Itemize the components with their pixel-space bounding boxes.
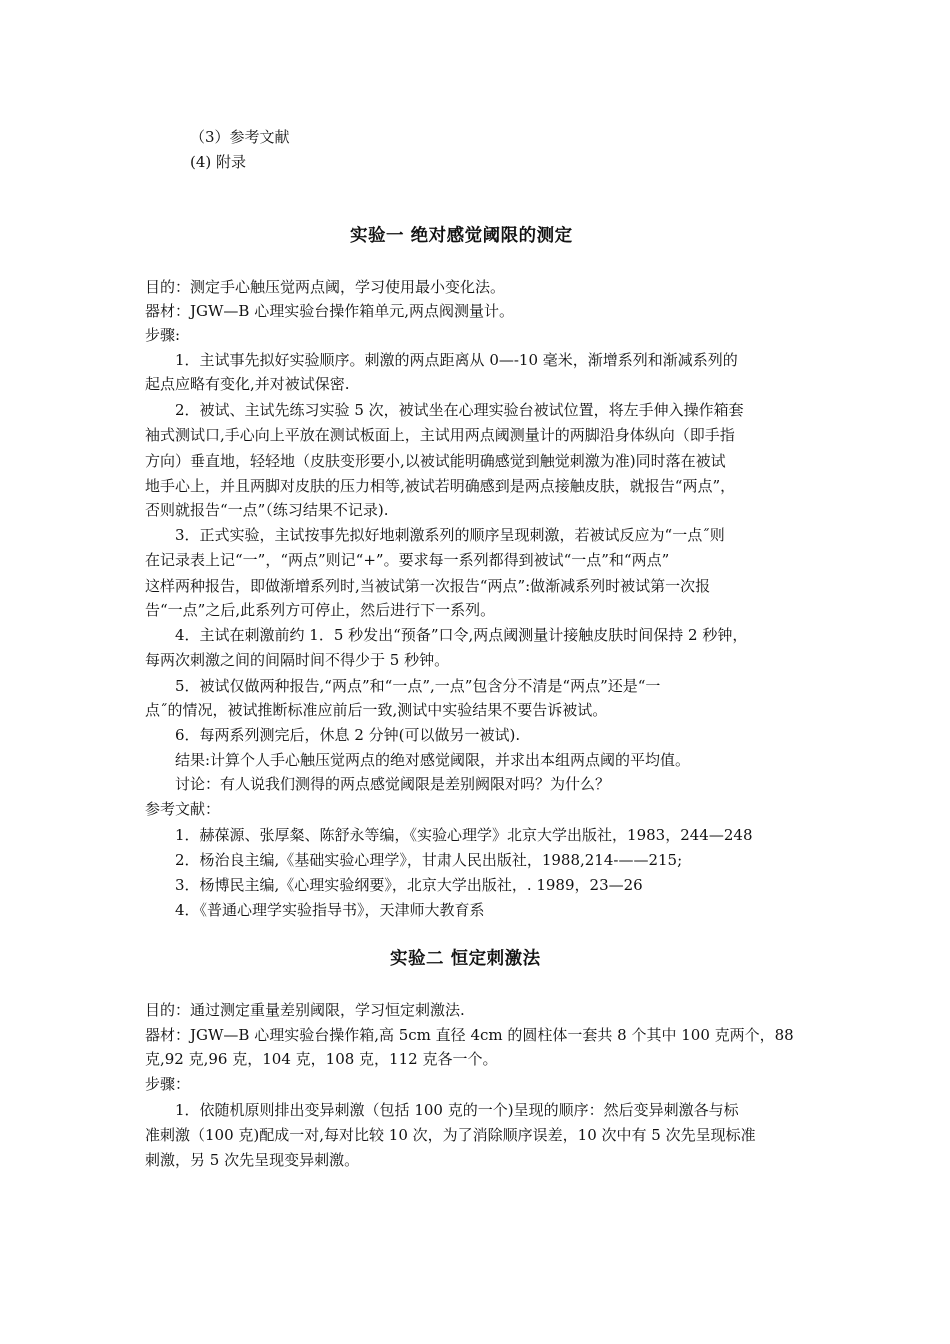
outline-item-appendix: (4) 附录 xyxy=(190,153,247,171)
exp1-line: 告“一点”之后,此系列方可停止，然后进行下一系列。 xyxy=(145,601,496,619)
outline-item-references: （3）参考文献 xyxy=(190,128,290,146)
experiment1-steps-label: 步骤: xyxy=(145,326,181,344)
exp1-line: 点˝的情况，被试推断标准应前后一致,测试中实验结果不要告诉被试。 xyxy=(145,701,608,719)
exp1-references-label: 参考文献： xyxy=(145,800,221,818)
experiment1-purpose: 目的：测定手心触压觉两点阈，学习使用最小变化法。 xyxy=(145,278,506,296)
exp2-line: 刺激，另 5 次先呈现变异刺激。 xyxy=(145,1151,360,1169)
exp2-line: 1．依随机原则排出变异刺激（包括 100 克的一个)呈现的顺序：然后变异刺激各与标 xyxy=(175,1101,739,1119)
experiment2-title: 实验二 恒定刺激法 xyxy=(390,949,541,969)
exp1-result: 结果:计算个人手心触压觉两点的绝对感觉阈限，并求出本组两点阈的平均值。 xyxy=(175,751,691,769)
exp1-reference: 3．杨博民主编,《心理实验纲要》，北京大学出版社，. 1989，23—26 xyxy=(175,876,643,894)
exp1-line: 3．正式实验，主试按事先拟好地刺激系列的顺序呈现刺激，若被试反应为“一点˝则 xyxy=(175,526,725,544)
exp1-reference: 2．杨治良主编,《基础实验心理学》，甘肃人民出版社，1988,214-——215; xyxy=(175,851,683,869)
exp1-line: 地手心上，并且两脚对皮肤的压力相等,被试若明确感到是两点接触皮肤，就报告“两点”， xyxy=(145,477,736,495)
exp1-line: 6．每两系列测完后，休息 2 分钟(可以做另一被试). xyxy=(175,726,521,744)
exp1-line: 4．主试在刺激前约 1．5 秒发出“预备”口令,两点阈测量计接触皮肤时间保持 2 秒钟， xyxy=(175,626,748,644)
exp1-line: 1．主试事先拟好实验顺序。刺激的两点距离从 0—-10 毫米，渐增系列和渐减系列的 xyxy=(175,351,738,369)
exp1-reference: 1．赫葆源、张厚粲、陈舒永等编，《实验心理学》北京大学出版社，1983，244—248 xyxy=(175,826,753,844)
experiment1-equipment: 器材：JGW—B 心理实验台操作箱单元,两点阀测量计。 xyxy=(145,302,514,320)
exp1-line: 这样两种报告，即做渐增系列时,当被试第一次报告“两点”:做渐减系列时被试第一次报 xyxy=(145,577,711,595)
exp1-discussion: 讨论：有人说我们测得的两点感觉阈限是差别阙限对吗？为什么？ xyxy=(175,775,611,793)
experiment1-title: 实验一 绝对感觉阈限的测定 xyxy=(350,226,573,246)
exp1-line: 否则就报告“一点”（练习结果不记录). xyxy=(145,501,389,519)
exp1-line: 每两次刺激之间的间隔时间不得少于 5 秒钟。 xyxy=(145,651,450,669)
experiment2-purpose: 目的：通过测定重量差别阈限，学习恒定刺激法. xyxy=(145,1001,465,1019)
experiment2-equipment: 器材：JGW—B 心理实验台操作箱,高 5cm 直径 4cm 的圆柱体一套共 8 个其中 100 克两个，88 xyxy=(145,1026,794,1044)
exp1-line: 袖式测试口,手心向上平放在测试板面上，主试用两点阈测量计的两脚沿身体纵向（即手指 xyxy=(145,426,735,444)
exp1-line: 5．被试仅做两种报告,“两点”和“一点”,一点”包含分不清是“两点”还是“一 xyxy=(175,677,661,695)
exp1-line: 方向）垂直地，轻轻地（皮肤变形要小,以被试能明确感觉到触觉刺激为准)同时落在被试 xyxy=(145,452,726,470)
exp1-reference: 4．《普通心理学实验指导书》，天津师大教育系 xyxy=(175,901,485,919)
exp1-line: 2．被试、主试先练习实验 5 次，被试坐在心理实验台被试位置，将左手伸入操作箱套 xyxy=(175,401,744,419)
experiment2-steps-label: 步骤： xyxy=(145,1075,191,1093)
exp2-line: 准刺激（100 克)配成一对,每对比较 10 次，为了消除顺序误差，10 次中有 5 次先呈现标准 xyxy=(145,1126,756,1144)
experiment2-equipment: 克,92 克,96 克，104 克，108 克，112 克各一个。 xyxy=(145,1050,498,1068)
exp1-line: 起点应略有变化,并对被试保密. xyxy=(145,375,350,393)
exp1-line: 在记录表上记“一”，“两点”则记“+”。要求每一系列都得到被试“一点”和“两点” xyxy=(145,551,670,569)
